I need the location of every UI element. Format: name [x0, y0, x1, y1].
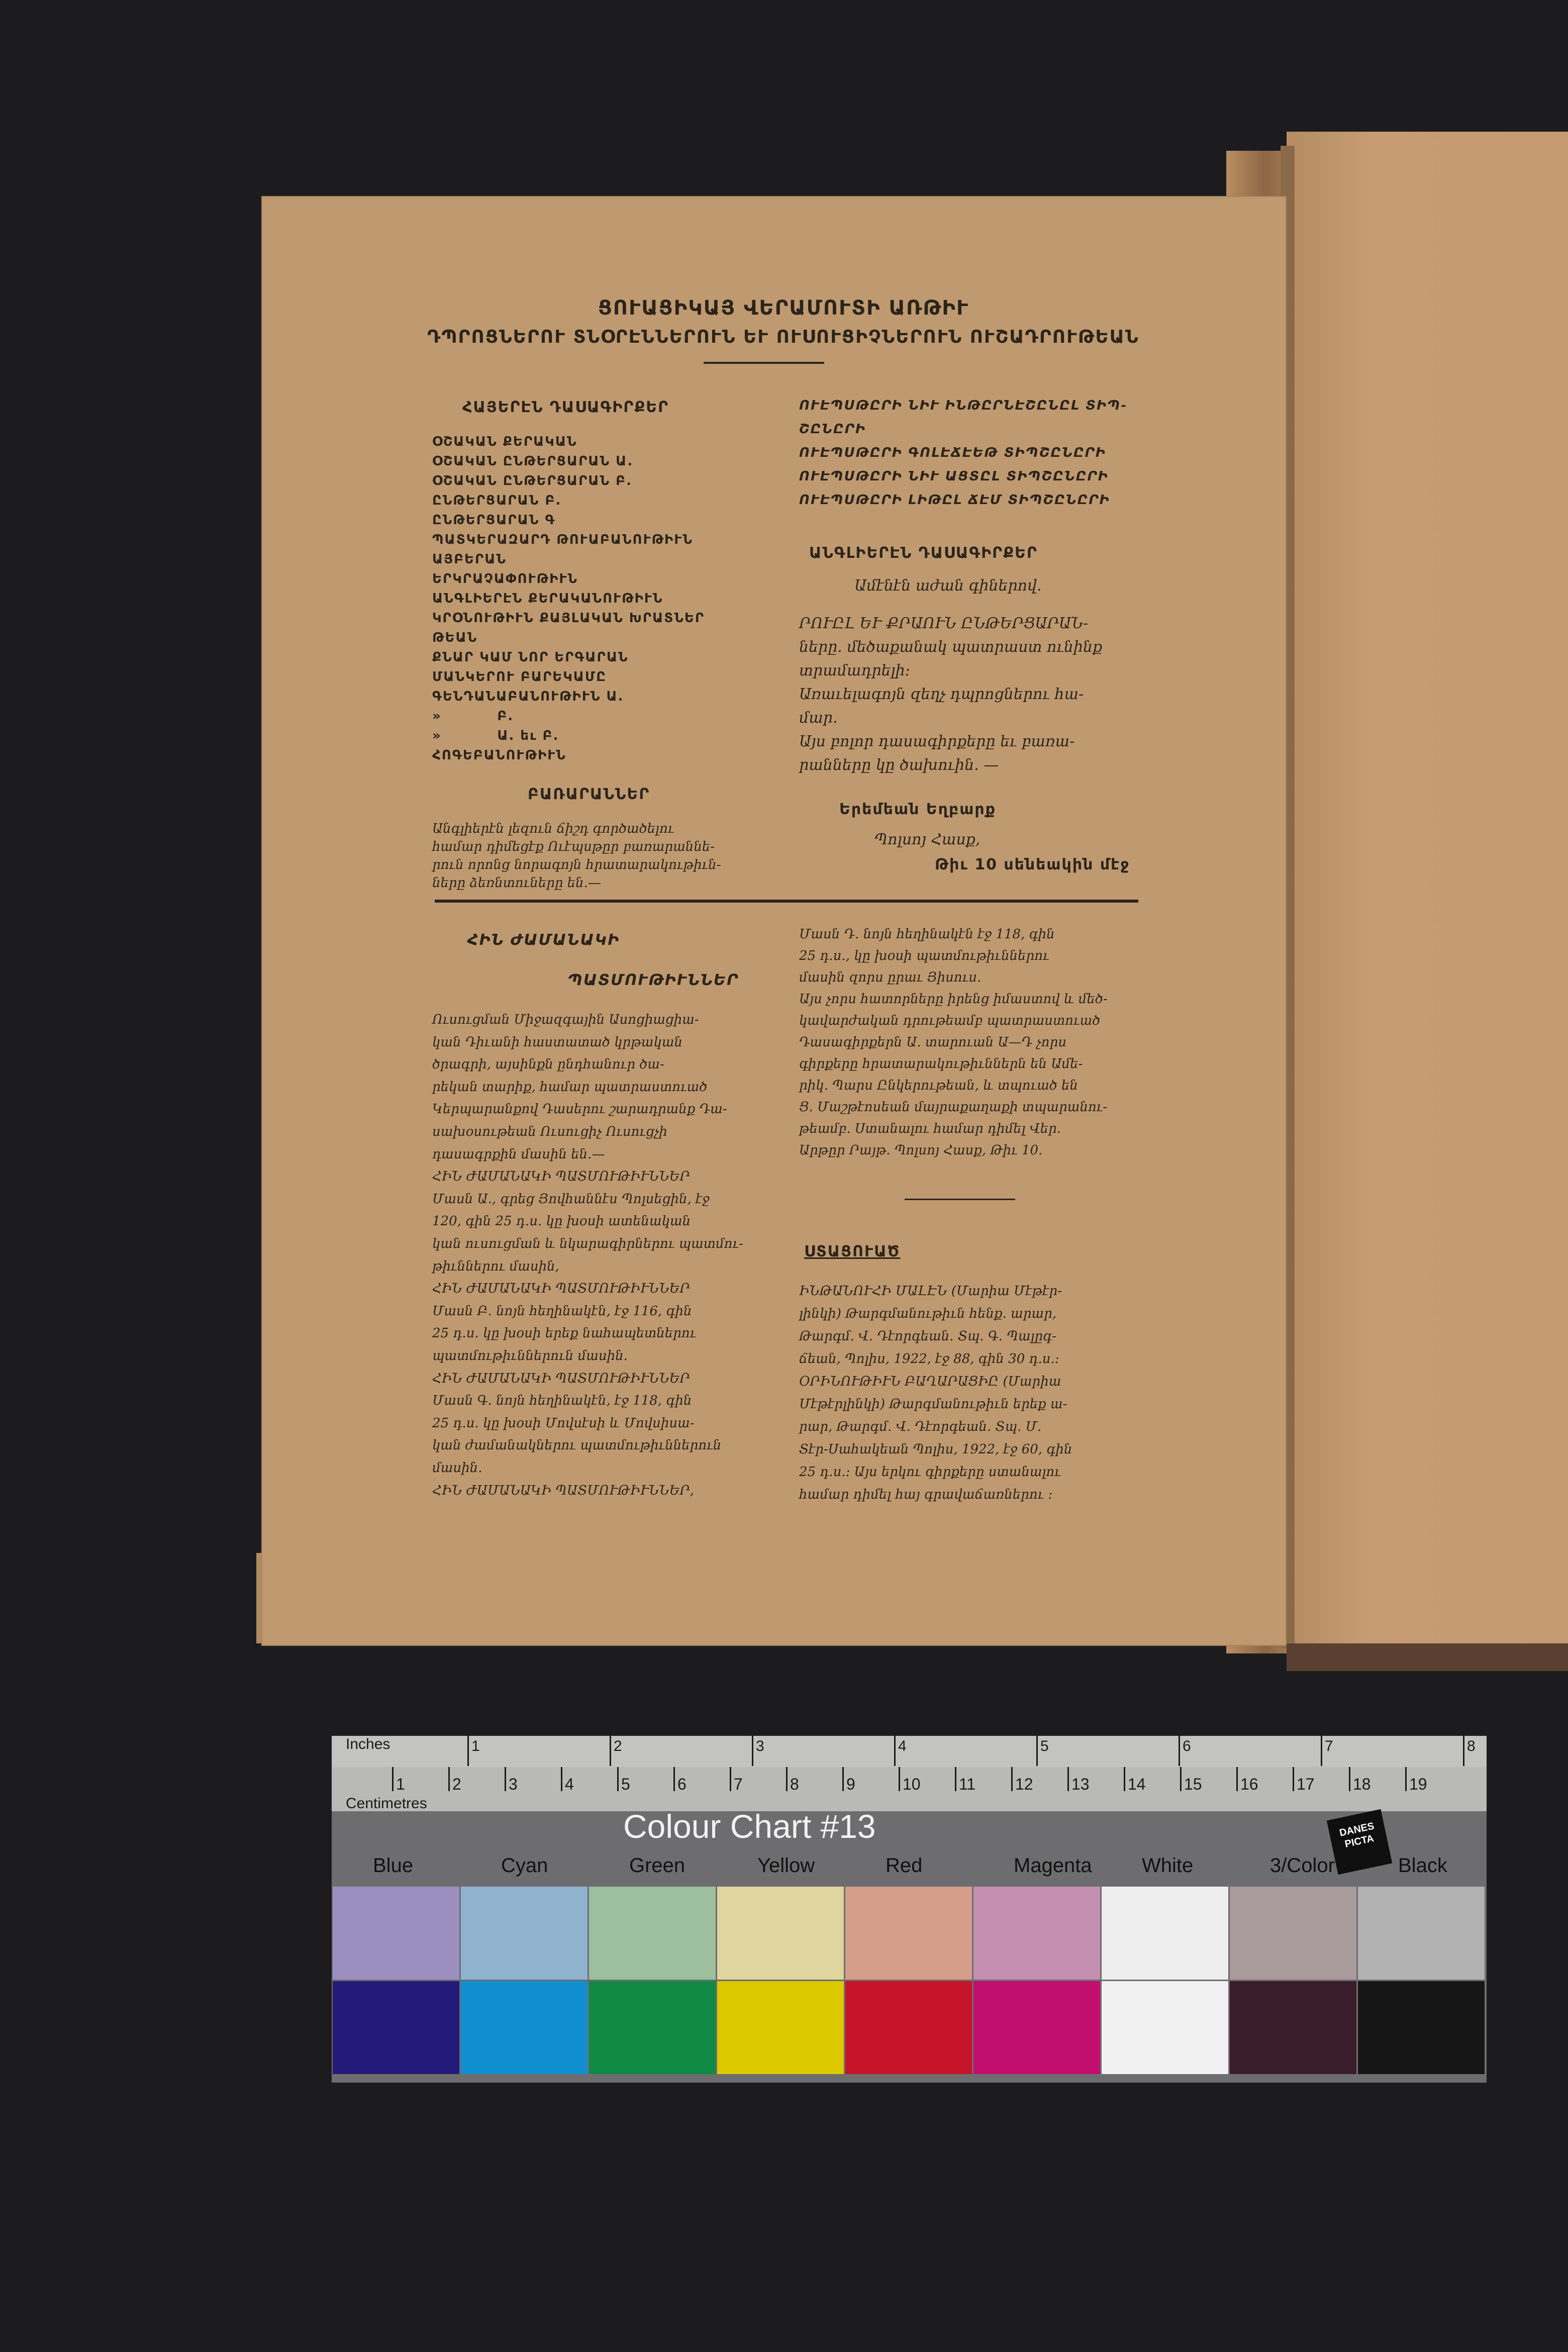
cm-number: 18	[1353, 1775, 1371, 1793]
cm-number: 19	[1409, 1775, 1427, 1793]
cm-tick	[730, 1767, 731, 1791]
text-line: ՀԻՆ ԺԱՄԱՆԱԿԻ ՊԱՏՄՈՒԹԻՒՆՆԵՐ	[432, 1169, 690, 1185]
text-line: մար.	[799, 709, 838, 727]
text-line: կան ժամանակներու պատմութիւններուն	[432, 1438, 722, 1453]
old-stories-heading: ՀԻՆ ԺԱՄԱՆԱԿԻ	[467, 931, 620, 949]
text-line: Թարգմ. Վ. Դէորգեան. Տպ. Գ. Պալըգ-	[799, 1329, 1057, 1344]
cm-number: 12	[1015, 1775, 1033, 1793]
inch-number: 6	[1183, 1738, 1191, 1754]
cm-number: 7	[734, 1775, 743, 1793]
brand-logo: DANES PICTA	[1327, 1809, 1392, 1875]
textbook-item: ԱՆԳԼԻԵՐԷՆ ՔԵՐԱԿԱՆՈՒԹԻՒՆ	[432, 591, 663, 606]
cm-tick	[617, 1767, 619, 1791]
colour-label: Blue	[373, 1854, 414, 1877]
dictionary-item: ՈՒԷՊՍԹԸՐԻ ՆԻՒ ԱՑՏԸԼ ՏԻՊՇԸՆԸՐԻ	[799, 469, 1109, 484]
text-line: Մէթէրլինկի) Թարգմանութիւն երեք ա-	[799, 1397, 1067, 1412]
text-line: դասագրքին մասին են.—	[432, 1146, 605, 1162]
inch-number: 7	[1325, 1738, 1333, 1754]
colour-label: Red	[886, 1854, 923, 1877]
text-line: ները. մեծաքանակ պատրաստ ունինք	[799, 638, 1103, 656]
colour-swatch-light	[333, 1887, 459, 1980]
textbook-item: ԿՐՕՆՈՒԹԻՒՆ ՔԱՅԼԱԿԱՆ ԽՐԱՏՆԵՐ	[432, 611, 705, 626]
ornament-rule	[704, 362, 824, 364]
inch-tick	[1179, 1736, 1180, 1766]
cm-tick	[1124, 1767, 1125, 1791]
text-line: համար դիմեցէք Ուէպսթըր բառարաննե-	[432, 839, 715, 854]
chart-title: Colour Chart #13	[623, 1808, 876, 1845]
cm-tick	[1011, 1767, 1013, 1791]
cm-number: 13	[1071, 1775, 1090, 1793]
text-line: Այս բոլոր դասագիրքերը եւ բառա-	[799, 733, 1075, 750]
cm-number: 4	[565, 1775, 574, 1793]
text-line: Մասն Ա., գրեց Յովհաննէս Պոլսեցին, էջ	[432, 1191, 710, 1207]
colour-label: Magenta	[1014, 1854, 1092, 1877]
cm-tick	[899, 1767, 900, 1791]
inch-number: 2	[614, 1738, 622, 1754]
colour-label: Black	[1398, 1854, 1447, 1877]
text-line: գիրքերը հրատարակութիւններն են Ամե-	[799, 1056, 1083, 1071]
cm-number: 9	[846, 1775, 855, 1793]
text-line: թիւններու մասին,	[432, 1258, 559, 1274]
inch-tick	[467, 1736, 469, 1766]
textbook-item: ՕՇԱԿԱՆ ՔԵՐԱԿԱՆ	[432, 434, 577, 449]
dictionary-item: ՈՒԷՊՍԹԸՐԻ ԼԻԹԸԼ ՃԷՄ ՏԻՊՇԸՆԸՐԻ	[799, 493, 1110, 508]
cm-number: 8	[790, 1775, 799, 1793]
colour-swatch-dark	[333, 1981, 459, 2074]
text-line: համար դիմել հայ գրավաճառներու ։	[799, 1487, 1053, 1502]
cm-tick	[448, 1767, 450, 1791]
small-rule	[905, 1199, 1015, 1200]
colour-chart	[332, 1736, 1487, 2083]
textbook-item: » Բ.	[432, 709, 514, 724]
cm-number: 17	[1297, 1775, 1315, 1793]
text-line: րուն որոնց նորագոյն հրատարակութիւն-	[432, 857, 721, 872]
text-line: լինկի) Թարգմանութիւն հենք. արար,	[799, 1306, 1057, 1321]
document-page	[261, 196, 1287, 1646]
text-line: Արթըր Րայթ. Պոլսոյ Հասք, Թիւ 10.	[799, 1143, 1043, 1158]
received-heading: ՍՏԱՑՈՒԱԾ	[804, 1243, 901, 1260]
text-line: Անգլիերէն լեզուն ճիշդ գործածելու	[432, 821, 674, 836]
cm-tick	[1236, 1767, 1238, 1791]
text-line: 25 դ.ս. կը խօսի երեք նահապետներու	[432, 1326, 697, 1341]
colour-label: White	[1142, 1854, 1194, 1877]
text-line: ՐՈՒԸԼ ԵՒ ՔՐԱՈՒՆ ԸՆԹԵՐՑԱՐԱՆ-	[799, 615, 1089, 632]
text-line: րար, Թարգմ. Վ. Դէորգեան. Տպ. Մ.	[799, 1419, 1042, 1434]
cm-number: 16	[1240, 1775, 1258, 1793]
colour-swatch-dark	[717, 1981, 844, 2074]
inch-tick	[1321, 1736, 1322, 1766]
textbook-item: ՕՇԱԿԱՆ ԸՆԹԵՐՑԱՐԱՆ Բ.	[432, 473, 632, 488]
textbook-item: ԸՆԹԵՐՑԱՐԱՆ Բ.	[432, 493, 562, 508]
text-line: մասին.	[432, 1460, 482, 1476]
cm-number: 10	[903, 1775, 921, 1793]
dictionary-item: ՇԸՆԸՐԻ	[799, 422, 866, 437]
textbook-item: ՀՈԳԵԲԱՆՈՒԹԻՒՆ	[432, 748, 566, 763]
text-line: կան ուսուցման և նկարագիրներու պատմու-	[432, 1236, 743, 1251]
colour-swatch-dark	[1358, 1981, 1485, 2074]
text-line: րիկ. Պարս Ընկերութեան, և տպուած են	[799, 1078, 1078, 1093]
cm-tick	[1067, 1767, 1069, 1791]
text-line: Առաւելագոյն զեղչ դպրոցներու հա-	[799, 685, 1084, 703]
colour-label: Yellow	[757, 1854, 815, 1877]
inch-tick	[1036, 1736, 1038, 1766]
inch-tick	[1463, 1736, 1464, 1766]
cm-tick	[392, 1767, 394, 1791]
text-line: ԻՆԹԱՆՈՒՀԻ ՄԱԼԷՆ (Մարիա Մէթէր-	[799, 1284, 1062, 1299]
text-line: Ուսուցման Միջազգային Ասոցիացիա-	[432, 1012, 699, 1027]
cm-number: 6	[677, 1775, 687, 1793]
text-line: թեամբ. Ստանալու համար դիմել Վեր.	[799, 1121, 1061, 1136]
text-line: Մասն Դ. նոյն հեղինակէն էջ 118, գին	[799, 927, 1055, 942]
colour-swatch-dark	[461, 1981, 587, 2074]
cm-tick	[842, 1767, 844, 1791]
english-textbooks-heading: ԱՆԳԼԻԵՐԷՆ ԴԱՍԱԳԻՐՔԵՐ	[809, 544, 1038, 562]
colour-label: Green	[629, 1854, 685, 1877]
seller-address: Պոլսոյ Հասք,	[874, 831, 981, 848]
textbook-item: ԵՐԿՐԱՉԱՓՈՒԹԻՒՆ	[432, 571, 578, 586]
ruler	[332, 1736, 1487, 1811]
text-line: Մասն Բ. նոյն հեղինակէն, էջ 116, գին	[432, 1303, 692, 1319]
text-line: ՀԻՆ ԺԱՄԱՆԱԿԻ ՊԱՏՄՈՒԹԻՒՆՆԵՐ	[432, 1281, 690, 1297]
textbook-item: ՊԱՏԿԵՐԱԶԱՐԴ ԹՈՒԱԲԱՆՈՒԹԻՒՆ	[432, 532, 693, 547]
colour-swatch-light	[973, 1887, 1100, 1980]
cm-number: 2	[452, 1775, 461, 1793]
inches-label: Inches	[346, 1736, 390, 1752]
text-line: 25 դ.ս.։ Այս երկու գիրքերը ստանալու	[799, 1464, 1061, 1480]
dictionary-item: ՈՒԷՊՍԹԸՐԻ ՆԻՒ ԻՆԹԸՐՆԷՇԸՆԸԼ ՏԻՊ-	[799, 398, 1128, 413]
text-line: մասին զորս ըրաւ Յիսուս.	[799, 970, 982, 985]
text-line: պատմութիւններուն մասին.	[432, 1348, 628, 1363]
text-line: Ց. Մաշթէոսեան մայրաքաղաքի տպարանու-	[799, 1100, 1108, 1115]
textbook-item: ԳԵՆԴԱՆԱԲԱՆՈՒԹԻՒՆ Ա.	[432, 689, 624, 704]
inch-number: 8	[1467, 1738, 1476, 1754]
colour-swatch-light	[461, 1887, 587, 1980]
text-line: կավարժական դրութեամբ պատրաստուած	[799, 1013, 1101, 1028]
colour-swatch-dark	[1230, 1981, 1356, 2074]
page-subtitle: ԴՊՐՈՑՆԵՐՈՒ ՏՆՕՐԷՆՆԵՐՈՒՆ ԵՒ ՈՒՍՈՒՑԻՉՆԵՐՈՒՆ ՈՒՇԱԴՐՈՒԹԵԱՆ	[427, 327, 1139, 347]
inch-tick	[894, 1736, 896, 1766]
inch-number: 1	[471, 1738, 480, 1754]
text-line: 25 դ.ս., կը խօսի պատմութիւններու	[799, 948, 1049, 963]
text-line: ՀԻՆ ԺԱՄԱՆԱԿԻ ՊԱՏՄՈՒԹԻՒՆՆԵՐ	[432, 1370, 690, 1386]
textbook-item: ՔՆԱՐ ԿԱՄ ՆՈՐ ԵՐԳԱՐԱՆ	[432, 650, 629, 665]
text-line: Կերպարանքով Դասերու շարադրանք Դա-	[432, 1102, 727, 1117]
text-line: սախօսութեան Ուսուցիչ Ուսուցչի	[432, 1124, 667, 1139]
text-line: րեկան տարիք, համար պատրաստուած	[432, 1079, 708, 1095]
english-textbooks-subheading: Ամէնէն աժան գիներով.	[854, 577, 1042, 595]
colour-swatch-light	[845, 1887, 972, 1980]
colour-swatch-light	[717, 1887, 844, 1980]
text-line: ները ձեռնտուները են.—	[432, 875, 601, 891]
cm-tick	[955, 1767, 956, 1791]
textbook-item: ԹԵԱՆ	[432, 630, 478, 645]
cm-number: 5	[621, 1775, 630, 1793]
section-divider	[435, 900, 1138, 903]
cm-tick	[673, 1767, 675, 1791]
cm-tick	[1349, 1767, 1350, 1791]
text-line: Այս չորս հատորները իրենց իմաստով և մեծ-	[799, 992, 1108, 1007]
page-title: ՑՈՒԱՑԻԿԱՅ ՎԵՐԱՄՈՒՏԻ ԱՌԹԻՒ	[598, 297, 969, 320]
cm-tick	[561, 1767, 562, 1791]
cm-tick	[1405, 1767, 1407, 1791]
text-line: 120, գին 25 դ.ս. կը խօսի ատենական	[432, 1214, 691, 1229]
dictionaries-heading: ԲԱՌԱՐԱՆՆԵՐ	[528, 786, 650, 803]
textbook-item: » Ա. եւ Բ.	[432, 728, 559, 743]
colour-swatch-dark	[845, 1981, 972, 2074]
colour-label: 3/Color	[1270, 1854, 1335, 1877]
inch-number: 4	[898, 1738, 907, 1754]
textbook-item: ԸՆԹԵՐՑԱՐԱՆ Գ	[432, 513, 556, 528]
cm-number: 1	[396, 1775, 405, 1793]
colour-swatch-light	[589, 1887, 716, 1980]
armenian-textbooks-heading: ՀԱՅԵՐԷՆ ԴԱՍԱԳԻՐՔԵՐ	[462, 399, 669, 416]
old-stories-heading-2: ՊԱՏՄՈՒԹԻՒՆՆԵՐ	[568, 971, 739, 989]
cm-number: 14	[1128, 1775, 1146, 1793]
cm-number: 11	[959, 1775, 976, 1793]
seller-name: Երեմեան Եղբարք	[839, 801, 997, 818]
text-line: Տէր-Սահակեան Պոլիս, 1922, էջ 60, գին	[799, 1442, 1072, 1457]
text-line: ծրագրի, այսինքն ընդհանուր ծա-	[432, 1057, 664, 1072]
text-line: ՕՐԻՆՈՒԹԻՒՆ ԲԱՂԱՐԱՑԻԸ (Մարիա	[799, 1374, 1061, 1389]
cm-tick	[1293, 1767, 1294, 1791]
seller-room: Թիւ 10 սենեակին մէջ	[935, 856, 1130, 873]
inch-number: 5	[1040, 1738, 1049, 1754]
text-line: տրամադրելի:	[799, 662, 910, 679]
cover-edge	[1287, 1643, 1568, 1671]
text-line: րանները կը ծախուին. —	[799, 756, 999, 774]
cm-tick	[505, 1767, 506, 1791]
cm-number: 15	[1184, 1775, 1202, 1793]
centimetres-label: Centimetres	[346, 1795, 427, 1812]
text-line: Մասն Գ. նոյն հեղինակէն, էջ 118, գին	[432, 1393, 692, 1409]
colour-swatch-light	[1230, 1887, 1356, 1980]
text-line: Դասագիրքերն Ա. տարուան Ա—Դ չորս	[799, 1035, 1067, 1050]
cm-tick	[1180, 1767, 1182, 1791]
text-line: ՀԻՆ ԺԱՄԱՆԱԿԻ ՊԱՏՄՈՒԹԻՒՆՆԵՐ,	[432, 1483, 695, 1498]
colour-swatch-dark	[1102, 1981, 1228, 2074]
colour-swatch-light	[1358, 1887, 1485, 1980]
textbook-item: ՄԱՆԿԵՐՈՒ ԲԱՐԵԿԱՄԸ	[432, 669, 607, 684]
inch-tick	[752, 1736, 753, 1766]
dictionary-item: ՈՒԷՊՍԹԸՐԻ ԳՈԼԷՃԷԵԹ ՏԻՊՇԸՆԸՐԻ	[799, 445, 1107, 460]
colour-swatch-dark	[589, 1981, 716, 2074]
text-line: կան Դիւանի հաստատած կրթական	[432, 1034, 683, 1050]
inch-tick	[610, 1736, 611, 1766]
text-line: ճեան, Պոլիս, 1922, էջ 88, գին 30 դ.ս.։	[799, 1351, 1059, 1366]
inch-number: 3	[756, 1738, 764, 1754]
textbook-item: ԱՅԲԵՐԱՆ	[432, 552, 507, 567]
colour-swatch-light	[1102, 1887, 1228, 1980]
cm-tick	[786, 1767, 788, 1791]
text-line: 25 դ.ս. կը խօսի Մովսէսի և Մովսիսա-	[432, 1415, 695, 1431]
textbook-item: ՕՇԱԿԱՆ ԸՆԹԵՐՑԱՐԱՆ Ա.	[432, 454, 634, 469]
colour-label: Cyan	[501, 1854, 548, 1877]
cm-number: 3	[509, 1775, 518, 1793]
colour-swatch-dark	[973, 1981, 1100, 2074]
right-page	[1287, 132, 1568, 1659]
